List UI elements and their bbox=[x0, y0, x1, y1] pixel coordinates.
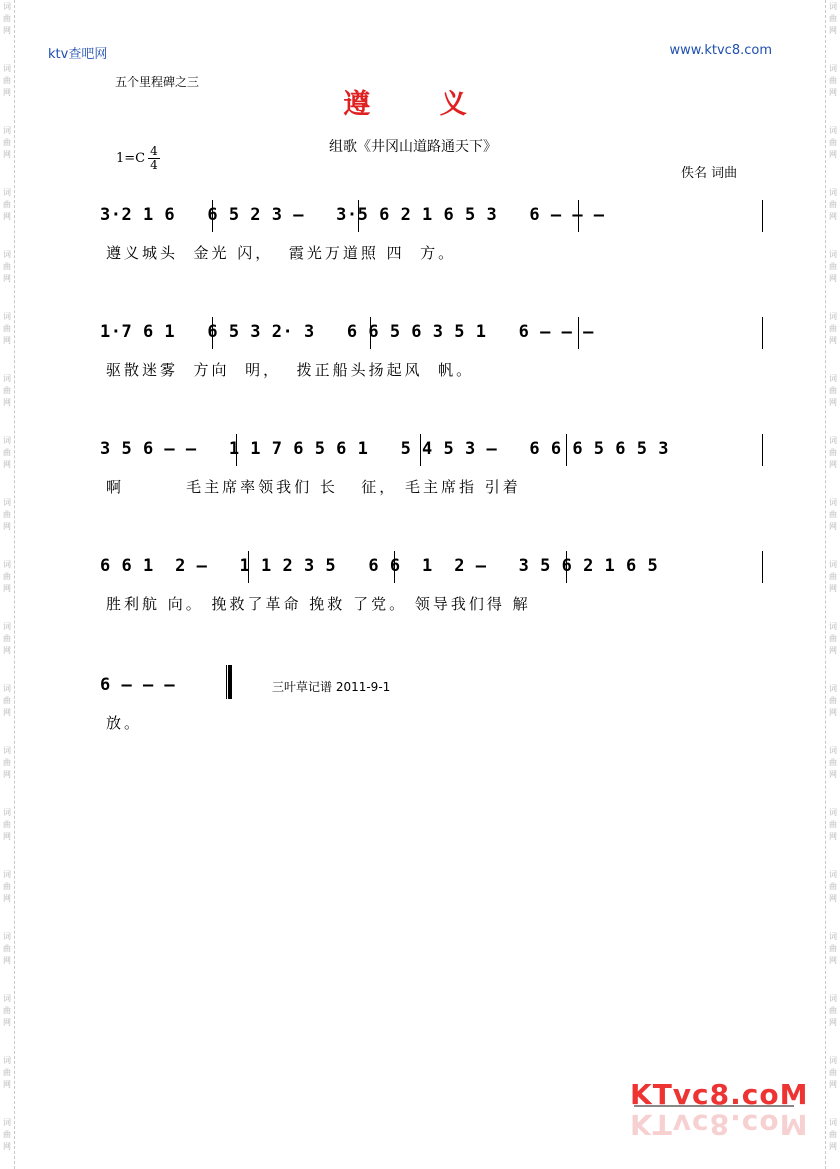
score-system-3 bbox=[100, 434, 765, 504]
side-watermark-word: 词 曲 网 bbox=[3, 374, 11, 407]
barline bbox=[762, 434, 763, 466]
lyric-line: 啊 毛主席率领我们 长 征， 毛主席指 引着 bbox=[106, 478, 521, 496]
right-border-strip bbox=[825, 0, 840, 1169]
side-watermark-word: 词 曲 网 bbox=[829, 188, 837, 221]
notation-line: 3·2 1 6 6 5 2 3 – 3·5 6 2 1 6 5 3 6 – – – bbox=[100, 205, 605, 225]
lyric-line: 驱散迷雾 方向 明， 拨正船头扬起风 帆。 bbox=[106, 361, 475, 379]
side-watermark-word: 词 曲 网 bbox=[829, 126, 837, 159]
transcriber-credit: 三叶草记谱 2011-9-1 bbox=[272, 680, 391, 694]
side-watermark-word: 词 曲 网 bbox=[3, 994, 11, 1027]
side-watermark-word: 词 曲 网 bbox=[3, 622, 11, 655]
side-watermark-word: 词 曲 网 bbox=[3, 870, 11, 903]
side-watermark-word: 词 曲 网 bbox=[3, 250, 11, 283]
lyric-line: 放。 bbox=[106, 714, 143, 732]
notation-line: 1·7 6 1 6 5 3 2· 3 6 6 5 6 3 5 1 6 – – – bbox=[100, 322, 594, 342]
side-watermark-word: 词 曲 网 bbox=[3, 808, 11, 841]
side-watermark-word: 词 曲 网 bbox=[829, 312, 837, 345]
side-watermark-word: 词 曲 网 bbox=[3, 932, 11, 965]
barline bbox=[762, 317, 763, 349]
notation-line: 6 6 1 2 – 1 1 2 3 5 6 6 1 2 – 3 5 6 2 1 6 5 bbox=[100, 556, 659, 576]
side-watermark-word: 词 曲 网 bbox=[829, 994, 837, 1027]
site-url-right[interactable]: www.ktvc8.com bbox=[669, 43, 772, 58]
score-system-1 bbox=[100, 200, 765, 270]
suite-name: 组歌《井冈山道路通天下》 bbox=[329, 139, 497, 155]
side-watermark-word: 词 曲 网 bbox=[829, 2, 837, 35]
side-watermark-word: 词 曲 网 bbox=[829, 870, 837, 903]
side-watermark-word: 词 曲 网 bbox=[3, 312, 11, 345]
side-watermark-word: 词 曲 网 bbox=[829, 932, 837, 965]
side-watermark-word: 词 曲 网 bbox=[829, 64, 837, 97]
side-watermark-word: 词 曲 网 bbox=[829, 374, 837, 407]
key-signature: 1=C bbox=[116, 151, 146, 166]
site-name-left[interactable]: ktv查吧网 bbox=[48, 47, 108, 62]
author-credit: 佚名 词曲 bbox=[681, 166, 738, 181]
final-double-barline bbox=[226, 665, 232, 699]
time-signature-top: 4 bbox=[148, 145, 160, 159]
song-title: 遵 义 bbox=[343, 89, 497, 120]
score-system-2 bbox=[100, 317, 765, 387]
side-watermark-word: 词 曲 网 bbox=[3, 560, 11, 593]
side-watermark-word: 词 曲 网 bbox=[829, 684, 837, 717]
side-watermark-word: 词 曲 网 bbox=[3, 746, 11, 779]
time-signature bbox=[148, 145, 160, 172]
notation-line: 6 – – – bbox=[100, 675, 176, 695]
side-watermark-word: 词 曲 网 bbox=[829, 1056, 837, 1089]
notation-line: 3 5 6 – – 1 1 7 6 5 6 1 5 4 5 3 – 6 6 6 5 6 5 3 bbox=[100, 439, 669, 459]
side-watermark-word: 词 曲 网 bbox=[3, 1056, 11, 1089]
barline bbox=[762, 200, 763, 232]
side-watermark-word: 词 曲 网 bbox=[3, 126, 11, 159]
side-watermark-word: 词 曲 网 bbox=[3, 2, 11, 35]
score-system-5 bbox=[100, 670, 765, 740]
side-watermark-word: 词 曲 网 bbox=[3, 684, 11, 717]
side-watermark-word: 词 曲 网 bbox=[829, 1118, 837, 1151]
barline bbox=[762, 551, 763, 583]
side-watermark-word: 词 曲 网 bbox=[829, 436, 837, 469]
side-watermark-word: 词 曲 网 bbox=[3, 188, 11, 221]
side-watermark-word: 词 曲 网 bbox=[829, 250, 837, 283]
ktvc8-logo: KTvc8.coM bbox=[630, 1078, 809, 1111]
side-watermark-word: 词 曲 网 bbox=[3, 1118, 11, 1151]
side-watermark-word: 词 曲 网 bbox=[3, 64, 11, 97]
side-watermark-word: 词 曲 网 bbox=[829, 808, 837, 841]
side-watermark-word: 词 曲 网 bbox=[3, 498, 11, 531]
side-watermark-word: 词 曲 网 bbox=[829, 498, 837, 531]
series-note: 五个里程碑之三 bbox=[115, 75, 200, 89]
left-border-strip bbox=[0, 0, 15, 1169]
logo-reflection: KTvc8.coM bbox=[630, 1108, 809, 1141]
side-watermark-word: 词 曲 网 bbox=[3, 436, 11, 469]
score-system-4 bbox=[100, 551, 765, 621]
logo-underline bbox=[634, 1105, 794, 1107]
time-signature-bottom: 4 bbox=[150, 158, 158, 172]
lyric-line: 胜利航 向。 挽救了革命 挽救 了党。 领导我们得 解 bbox=[106, 595, 531, 613]
lyric-line: 遵义城头 金光 闪， 霞光万道照 四 方。 bbox=[106, 244, 457, 262]
side-watermark-word: 词 曲 网 bbox=[829, 622, 837, 655]
side-watermark-word: 词 曲 网 bbox=[829, 746, 837, 779]
side-watermark-word: 词 曲 网 bbox=[829, 560, 837, 593]
